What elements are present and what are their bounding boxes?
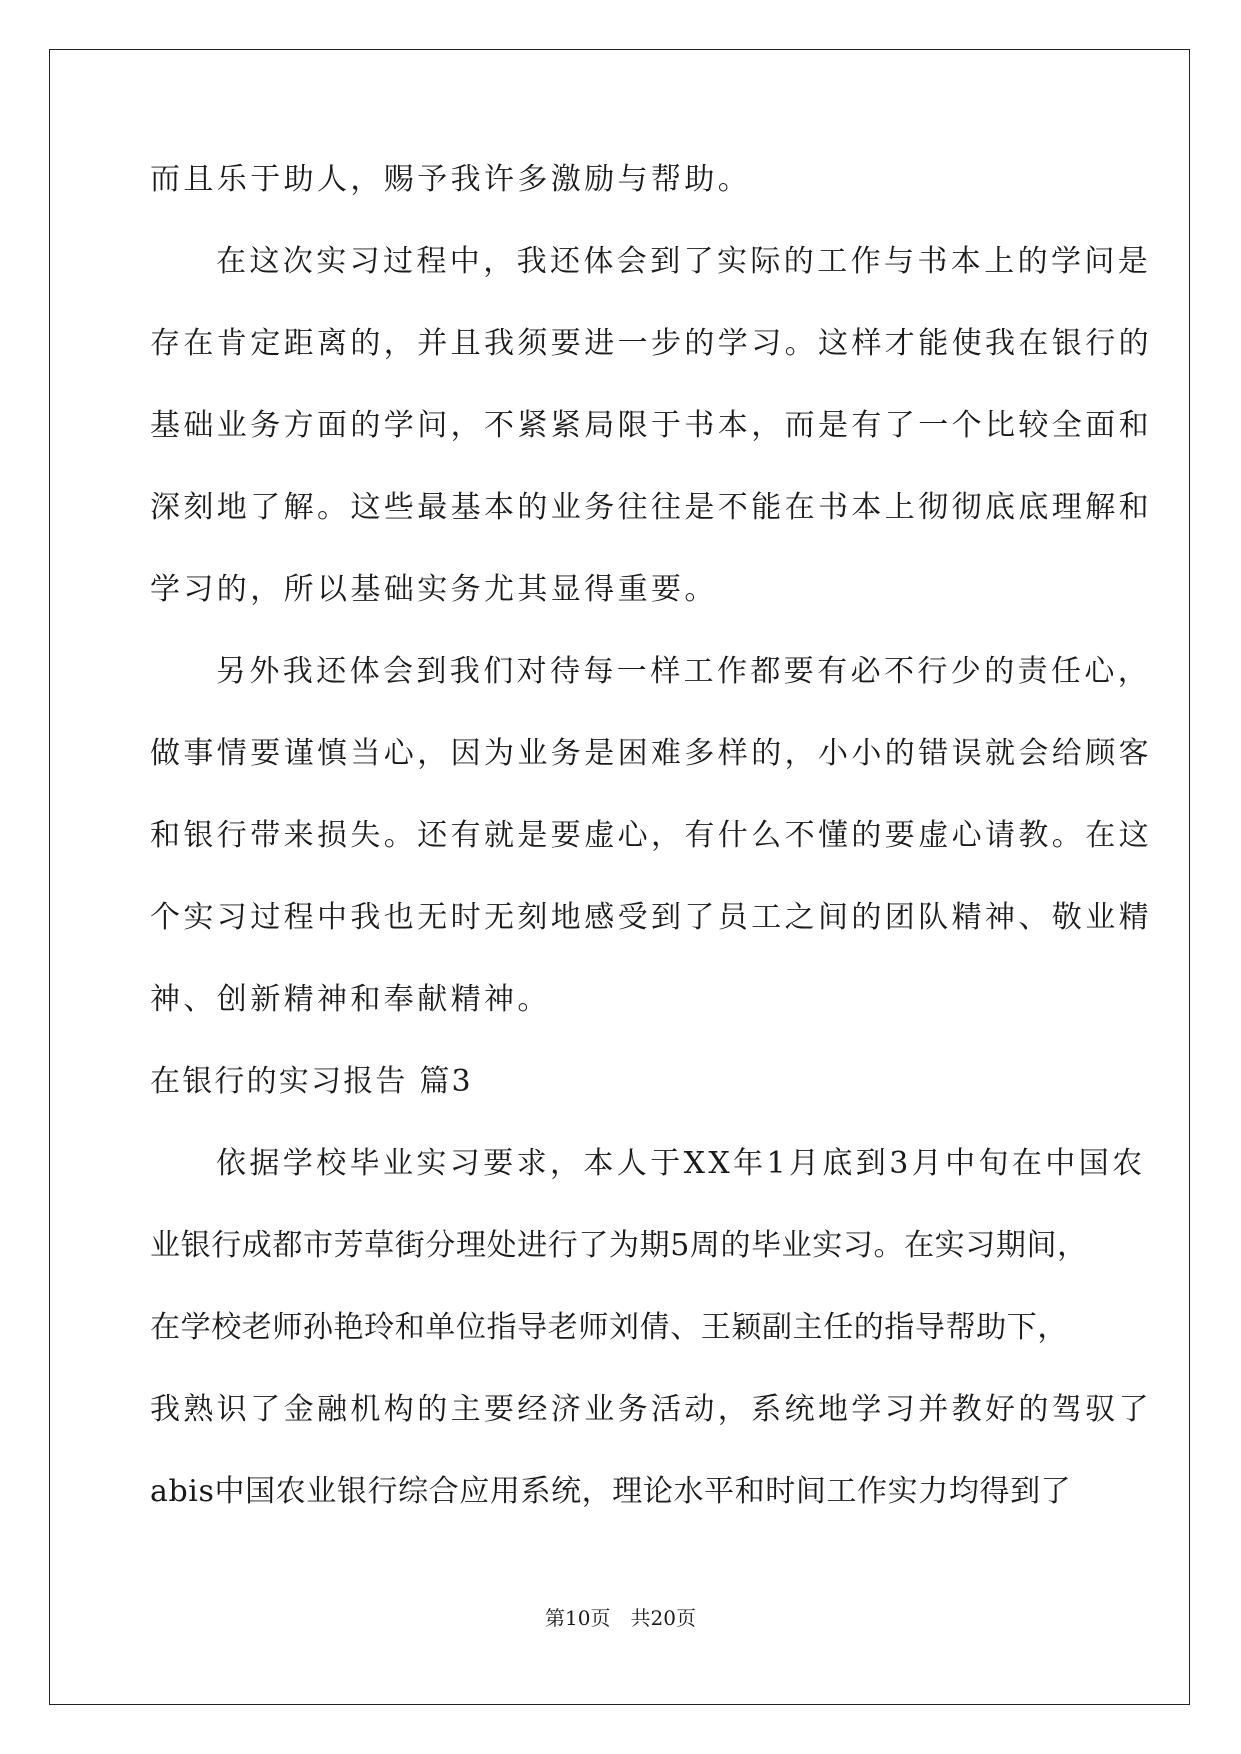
body-line: 做事情要谨慎当心，因为业务是困难多样的，小小的错误就会给顾客 bbox=[150, 736, 1152, 771]
paragraph-first-line: 依据学校毕业实习要求，本人于XX年1月底到3月中旬在中国农 bbox=[216, 1146, 1146, 1181]
body-line: 深刻地了解。这些最基本的业务往往是不能在书本上彻彻底底理解和 bbox=[150, 490, 1152, 525]
body-line: 和银行带来损失。还有就是要虚心，有什么不懂的要虚心请教。在这 bbox=[150, 818, 1152, 853]
body-line: 基础业务方面的学问，不紧紧局限于书本，而是有了一个比较全面和 bbox=[150, 408, 1152, 443]
body-line: 神、创新精神和奉献精神。 bbox=[150, 982, 551, 1017]
body-line: 存在肯定距离的，并且我须要进一步的学习。这样才能使我在银行的 bbox=[150, 326, 1152, 361]
body-line: abis中国农业银行综合应用系统，理论水平和时间工作实力均得到了 bbox=[150, 1474, 1072, 1509]
section-heading: 在银行的实习报告 篇3 bbox=[150, 1064, 473, 1099]
body-line: 我熟识了金融机构的主要经济业务活动，系统地学习并教好的驾驭了 bbox=[150, 1392, 1152, 1427]
body-line: 而且乐于助人，赐予我许多激励与帮助。 bbox=[150, 162, 752, 197]
document-body bbox=[150, 160, 1152, 1554]
paragraph-first-line: 在这次实习过程中，我还体会到了实际的工作与书本上的学问是 bbox=[216, 244, 1152, 279]
page-number-footer: 第10页 共20页 bbox=[545, 1606, 696, 1630]
body-line: 在学校老师孙艳玲和单位指导老师刘倩、王颖副主任的指导帮助下， bbox=[150, 1310, 1068, 1345]
body-line: 业银行成都市芳草街分理处进行了为期5周的毕业实习。在实习期间， bbox=[150, 1228, 1088, 1263]
paragraph-first-line: 另外我还体会到我们对待每一样工作都要有必不行少的责任心， bbox=[216, 654, 1152, 689]
body-line: 学习的，所以基础实务尤其显得重要。 bbox=[150, 572, 718, 607]
body-line: 个实习过程中我也无时无刻地感受到了员工之间的团队精神、敬业精 bbox=[150, 900, 1152, 935]
